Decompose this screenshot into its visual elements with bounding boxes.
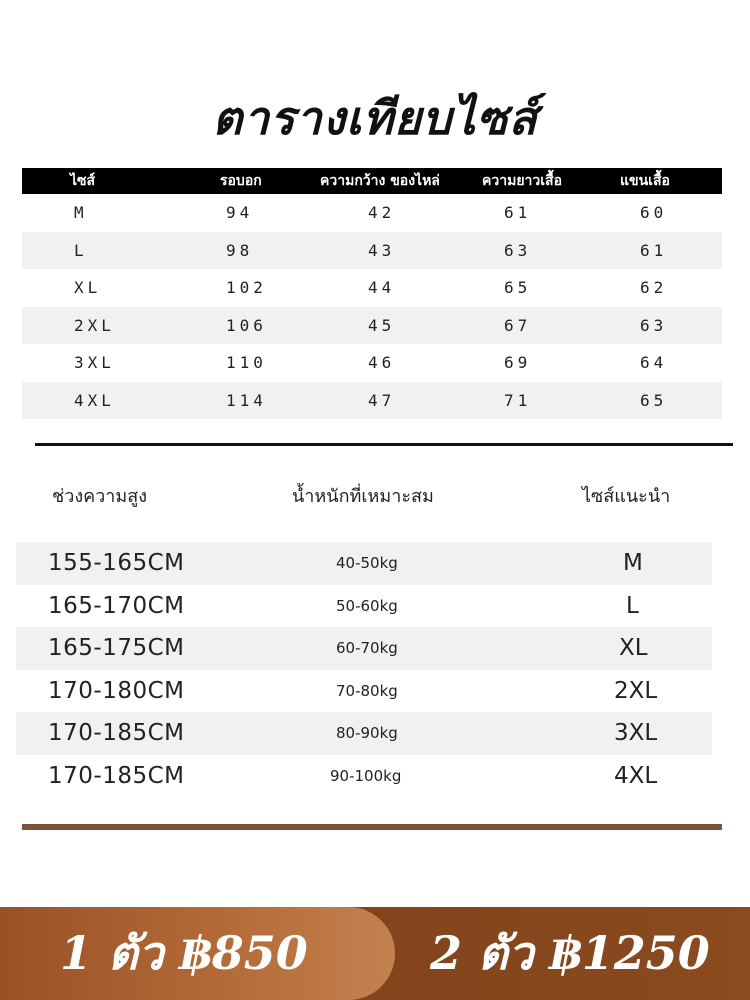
cell-size: 2XL [74, 315, 115, 335]
cell-recommended-size: M [623, 550, 643, 576]
cell-length: 63 [504, 240, 532, 260]
cell-sleeve: 63 [640, 315, 668, 335]
cell-length: 67 [504, 315, 532, 335]
header-weight-range: น้ำหนักที่เหมาะสม [292, 486, 434, 507]
cell-shoulder: 44 [368, 278, 396, 297]
cell-chest: 102 [226, 278, 267, 297]
size-chart-table [22, 168, 722, 419]
table-row [22, 269, 722, 307]
price-one-piece: 1 ตัว ฿850 [60, 926, 308, 980]
table-row [16, 755, 712, 798]
header-length: ความยาวเสื้อ [482, 173, 562, 189]
cell-shoulder: 42 [368, 203, 396, 222]
header-size: ไซส์ [70, 173, 96, 189]
cell-recommended-size: 4XL [614, 762, 658, 789]
cell-sleeve: 61 [640, 240, 668, 260]
page-title: ตารางเทียบไซส์ [212, 91, 538, 145]
cell-height: 170-185CM [48, 720, 185, 746]
cell-size: L [74, 240, 88, 260]
table-row [22, 382, 722, 420]
cell-recommended-size: XL [619, 635, 648, 661]
price-two-pieces: 2 ตัว ฿1250 [430, 926, 710, 980]
table-row [22, 194, 722, 232]
cell-shoulder: 45 [368, 315, 396, 335]
header-sleeve: แขนเสื้อ [620, 173, 670, 189]
table-row [22, 344, 722, 382]
cell-sleeve: 65 [640, 390, 668, 410]
cell-length: 61 [504, 203, 532, 222]
table-row [16, 627, 712, 670]
cell-weight: 70-80kg [336, 681, 398, 700]
header-chest: รอบอก [220, 173, 262, 189]
cell-recommended-size: 3XL [614, 720, 658, 746]
cell-size: 4XL [74, 390, 115, 410]
cell-height: 170-185CM [48, 762, 185, 789]
bottom-divider [22, 824, 722, 830]
cell-height: 170-180CM [48, 677, 185, 704]
cell-sleeve: 64 [640, 353, 668, 372]
cell-height: 165-170CM [48, 592, 185, 619]
table-row [16, 670, 712, 713]
cell-recommended-size: L [626, 592, 639, 619]
table-row [16, 542, 712, 585]
recommendation-header [0, 482, 750, 512]
cell-shoulder: 47 [368, 390, 396, 410]
cell-chest: 98 [226, 240, 254, 260]
cell-weight: 90-100kg [330, 766, 402, 785]
cell-length: 65 [504, 278, 532, 297]
cell-length: 69 [504, 353, 532, 372]
cell-size: 3XL [74, 353, 115, 372]
cell-weight: 60-70kg [336, 639, 398, 657]
cell-chest: 110 [226, 353, 267, 372]
recommendation-table [16, 542, 712, 797]
cell-sleeve: 60 [640, 203, 668, 222]
cell-height: 165-175CM [48, 635, 185, 661]
header-recommended-size: ไซส์แนะนำ [582, 486, 671, 507]
size-chart-header [22, 168, 722, 194]
header-shoulder: ความกว้าง ของไหล่ [320, 173, 440, 189]
cell-sleeve: 62 [640, 278, 668, 297]
cell-size: M [74, 203, 88, 222]
table-row [22, 307, 722, 345]
cell-height: 155-165CM [48, 550, 185, 576]
table-row [16, 712, 712, 755]
cell-size: XL [74, 278, 102, 297]
section-divider [35, 443, 733, 446]
table-row [16, 585, 712, 628]
cell-chest: 94 [226, 203, 254, 222]
cell-chest: 106 [226, 315, 267, 335]
cell-weight: 50-60kg [336, 596, 398, 615]
header-height-range: ช่วงความสูง [52, 486, 148, 507]
cell-shoulder: 46 [368, 353, 396, 372]
cell-shoulder: 43 [368, 240, 396, 260]
cell-recommended-size: 2XL [614, 677, 658, 704]
cell-length: 71 [504, 390, 532, 410]
cell-weight: 80-90kg [336, 724, 398, 742]
table-row [22, 232, 722, 270]
price-banner [0, 907, 750, 1000]
cell-weight: 40-50kg [336, 554, 398, 572]
cell-chest: 114 [226, 390, 267, 410]
